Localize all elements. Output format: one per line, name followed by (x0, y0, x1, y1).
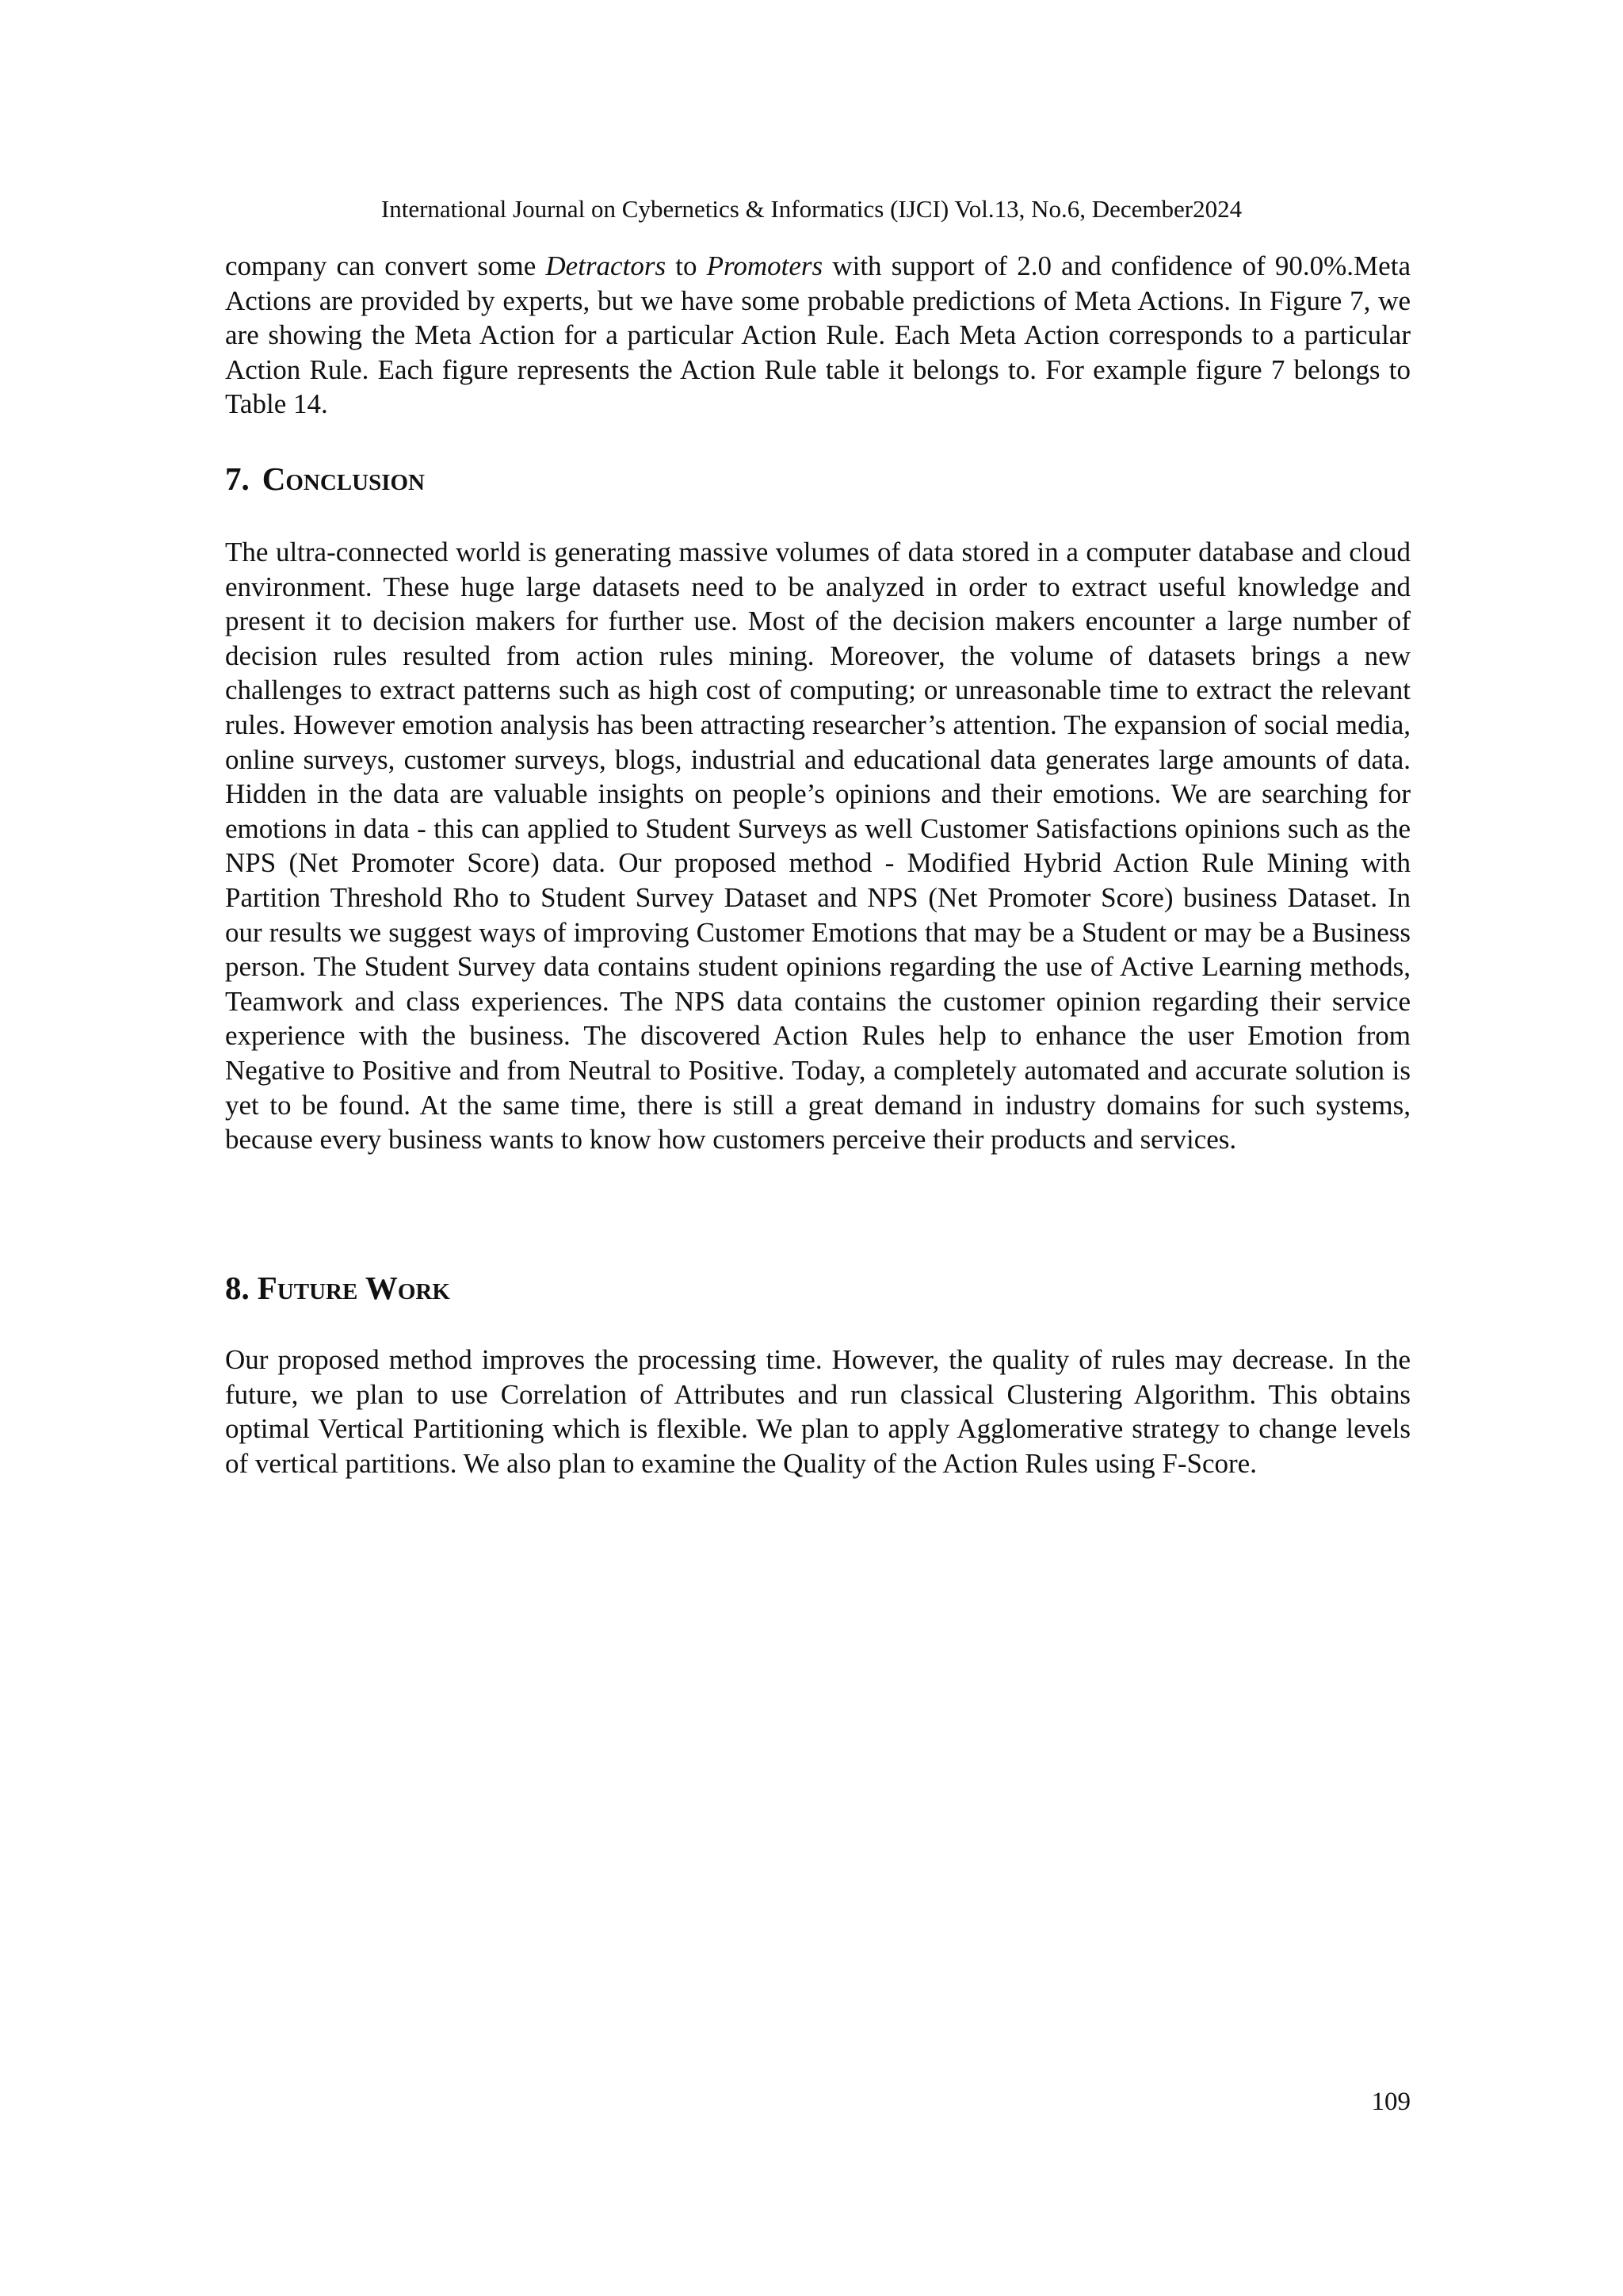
section-7-heading (225, 459, 425, 499)
section-8-title: Future Work (257, 1270, 450, 1306)
conclusion-block (225, 535, 1411, 1157)
page-number: 109 (1371, 2088, 1411, 2116)
running-header: International Journal on Cybernetics & Informatics (IJCI) Vol.13, No.6, December2024 (380, 195, 1243, 223)
intro-paragraph (225, 249, 1411, 422)
intro-text-2: to (666, 250, 707, 281)
intro-text-1: company can convert some (225, 250, 546, 281)
conclusion-paragraph: The ultra-connected world is generating massive volumes of data stored in a computer database and cloud environment. These huge large datasets need to be analyzed in order to extract useful knowledge and present it to decision makers for further use. Most of the decision makers encounter a large number of decision rules resulted from action rules mining. Moreover, the volume of datasets brings a new challenges to extract patterns such as high cost of computing; or unreasonable time to extract the relevant rules. However emotion analysis has been attracting researcher’s attention. The expansion of social media, online surveys, customer surveys, blogs, industrial and educational data generates large amounts of data. Hidden in the data are valuable insights on people’s opinions and their emotions. We are searching for emotions in data - this can applied to Student Surveys as well Customer Satisfactions opinions such as the NPS (Net Promoter Score) data. Our proposed method - Modified Hybrid Action Rule Mining with Partition Threshold Rho to Student Survey Dataset and NPS (Net Promoter Score) business Dataset. In our results we suggest ways of improving Customer Emotions that may be a Student or may be a Business person. The Student Survey data contains student opinions regarding the use of Active Learning methods, Teamwork and class experiences. The NPS data contains the customer opinion regarding their service experience with the business. The discovered Action Rules help to enhance the user Emotion from Negative to Positive and from Neutral to Positive. Today, a completely automated and accurate solution is yet to be found. At the same time, there is still a great demand in industry domains for such systems, because every business wants to know how customers perceive their products and services. (225, 537, 1411, 1156)
section-7-number: 7. (225, 460, 250, 497)
section-7-title: Conclusion (262, 460, 426, 497)
intro-block (225, 249, 1411, 422)
section-8-heading (225, 1268, 450, 1308)
promoters-term: Promoters (706, 250, 823, 281)
future-work-block (225, 1343, 1411, 1480)
section-8-number: 8. (225, 1270, 250, 1306)
intro-text-3: with support of 2.0 and confidence of 90.0%.Meta Actions are provided by experts, but we have some probable predictions of Meta Actions. In Figure 7, we are showing the Meta Action for a particular Action Rule. Each Meta Action corresponds to a particular Action Rule. Each figure represents the Action Rule table it belongs to. For example figure 7 belongs to Table 14. (225, 250, 1411, 420)
detractors-term: Detractors (545, 250, 666, 281)
future-work-paragraph: Our proposed method improves the processing time. However, the quality of rules may decrease. In the future, we plan to use Correlation of Attributes and run classical Clustering Algorithm. This obtains optimal Vertical Partitioning which is flexible. We plan to apply Agglomerative strategy to change levels of vertical partitions. We also plan to examine the Quality of the Action Rules using F-Score. (225, 1344, 1411, 1479)
